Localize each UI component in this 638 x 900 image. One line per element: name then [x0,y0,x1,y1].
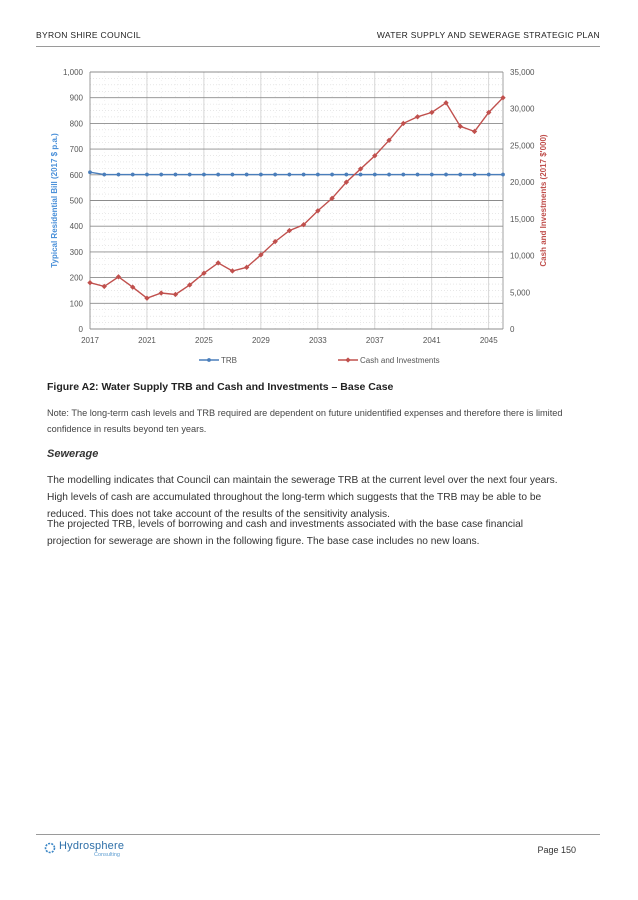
x-tick-label: 2029 [251,336,270,345]
figure-note: Note: The long-term cash levels and TRB required are dependent on future unidentified expenses and therefore there is limited confidence in results beyond ten years. [47,408,563,434]
header-organisation: BYRON SHIRE COUNCIL [36,30,141,40]
y-left-tick-label: 100 [69,299,83,309]
trb-point [259,173,263,177]
y-right-tick-label: 35,000 [510,68,535,77]
x-tick-label: 2045 [479,336,498,345]
y-right-tick-label: 10,000 [510,251,535,261]
section-heading: Sewerage [47,448,99,460]
trb-point [159,173,163,177]
cash-investments-point [159,290,164,295]
trb-point [444,173,448,177]
x-tick-label: 2037 [365,336,384,345]
trb-point [216,173,220,177]
legend-marker [207,358,211,362]
trb-point [245,173,249,177]
trb-point [473,173,477,177]
trb-point [316,173,320,177]
trb-point [387,173,391,177]
trb-point [174,173,178,177]
figure-caption: Figure A2: Water Supply TRB and Cash and Investments – Base Case [47,381,394,393]
logo-name: Hydrosphere [59,840,125,852]
y-right-tick-label: 30,000 [510,104,535,114]
trb-point [117,173,121,177]
y-right-tick-label: 15,000 [510,214,535,224]
water-supply-chart [36,62,556,374]
trb-point [131,173,135,177]
y-right-tick-label: 0 [510,325,515,334]
x-tick-label: 2017 [81,336,99,345]
y-left-tick-label: 700 [69,145,83,155]
x-tick-label: 2025 [195,336,213,345]
page-header [36,30,600,44]
trb-point [302,173,306,177]
legend-label: TRB [221,356,237,365]
y-left-tick-label: 300 [69,247,83,257]
series-line-cash-investments [90,98,503,298]
page-number: Page 150 [537,845,576,855]
header-rule [36,46,600,47]
y-right-axis-title: Cash and Investments (2017 $'000) [539,134,548,267]
trb-point [188,173,192,177]
y-left-tick-label: 900 [69,93,83,103]
paragraph-2: The projected TRB, levels of borrowing and cash and investments associated with the base case financial projection for sewerage are shown in the following figure. The base case includes no new loans. [47,519,524,547]
paragraph-1: The modelling indicates that Council can maintain the sewerage TRB at the current level over the next four years. High levels of cash are accumulated throughout the long-term which suggests that the TRB may be able to be reduced. This does not take account of the results of the sensitivity analysis. [47,475,558,520]
cash-investments-point [230,268,235,273]
x-tick-label: 2021 [138,336,156,345]
hydrosphere-logo-icon [44,842,56,854]
footer-rule [36,834,600,835]
y-left-tick-label: 600 [69,170,83,180]
x-tick-label: 2041 [422,336,441,345]
y-left-tick-label: 500 [69,196,83,206]
trb-point [88,170,92,174]
y-right-tick-label: 20,000 [510,178,535,188]
y-left-tick-label: 400 [69,222,83,232]
trb-point [102,173,106,177]
y-left-axis-title: Typical Residential Bill (2017 $ p.a.) [50,133,59,268]
y-right-tick-label: 5,000 [510,288,531,298]
series-line-trb [90,172,503,174]
trb-point [430,173,434,177]
x-tick-label: 2033 [308,336,327,345]
trb-point [202,173,206,177]
y-left-tick-label: 200 [69,273,83,283]
trb-point [273,173,277,177]
trb-point [401,173,405,177]
trb-point [287,173,291,177]
trb-point [145,173,149,177]
trb-point [359,173,363,177]
trb-point [344,173,348,177]
trb-point [458,173,462,177]
trb-point [416,173,420,177]
legend-label: Cash and Investments [360,356,440,365]
y-left-tick-label: 1,000 [62,68,83,77]
y-left-tick-label: 0 [78,325,83,334]
trb-point [330,173,334,177]
legend-marker [345,357,350,362]
trb-point [487,173,491,177]
trb-point [373,173,377,177]
cash-investments-point [415,114,420,119]
y-left-tick-label: 800 [69,119,83,129]
trb-point [231,173,235,177]
logo-subtitle: Consulting [94,852,120,858]
header-document-title: WATER SUPPLY AND SEWERAGE STRATEGIC PLAN [376,30,600,40]
trb-point [501,173,505,177]
y-right-tick-label: 25,000 [510,141,535,151]
cash-investments-point [87,280,92,285]
